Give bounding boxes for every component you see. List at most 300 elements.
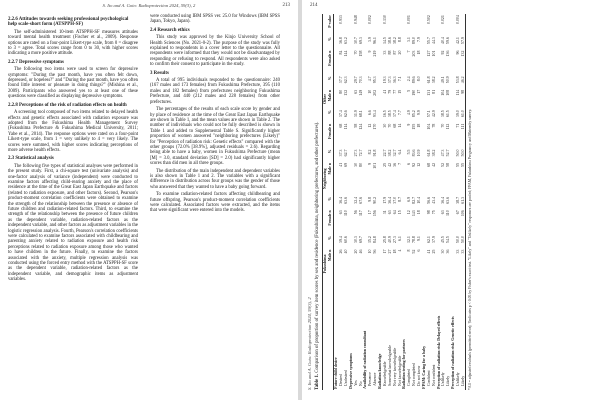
table-cell: 42 — [431, 162, 436, 167]
table-cell: 54.5 — [446, 236, 451, 243]
table-cell: 80 — [339, 89, 344, 94]
table-cell: 112 — [446, 123, 451, 130]
table-cell: 68 — [392, 123, 397, 128]
table-cell: 2.4 — [407, 76, 412, 82]
table-cell: 8.2 — [368, 149, 373, 155]
table-cell: 52.7 — [446, 149, 451, 157]
table-cell: 63 — [441, 210, 446, 215]
table-cell: 6.4 — [397, 149, 402, 155]
table-cell: 46 — [358, 249, 363, 254]
table-row — [461, 14, 466, 390]
table-cell: 84.8 — [373, 236, 378, 243]
running-head: S. Ito and A. Goto: Radioprotection 2024, 59(3), 2 — [102, 3, 196, 8]
table-cell: 92 — [412, 162, 417, 167]
table-cell: 10.9 — [417, 149, 422, 157]
table-cell: 32.4 — [353, 196, 358, 204]
table-cell: 202 — [373, 89, 378, 96]
table-cell: 37.0 — [392, 196, 397, 204]
paragraph: The following five types of statistical analyses were performed in the present study. First, a chi-square test (univariate analysis) and one-factor analysis of variance (independent) were conducted to examine factors affecting child-rearing anxiety and the place of residence at the time of the Great East Japan Earthquake and factors (related to radiation exposure, and other factors). Second, Pearson's product-moment correlation coefficients were obtained to examine the strength of the relationship between the presence or absence of future children and radiation-related factors. Third, to examine the strength of the relationship between the presence of future children as the dependent variable, radiation-related factors as the independent variable, and other factors as adjustment variables in the logistic regression analysis. Fourth, Pearson's correlation coefficients were calculated to examine factors associated with childbearing and parenting anxiety related to radiation exposure and health risk perceptions related to radiation exposure among those who wanted to have children in the future. Finally, to examine the factors associated with the anxiety, multiple regression analysis was conducted using the forced entry method with the ATSPPH-SF score as the dependent variable, radiation-related factors as the independent variable, and demographic items as adjustment variables. — [8, 163, 138, 283]
left-page — [0, 0, 298, 400]
row-label: Not very knowledgeable — [392, 347, 397, 386]
table-cell: 3.1 — [407, 37, 412, 43]
table-cell: 55 — [461, 162, 466, 196]
table-cell: 70.3 — [358, 76, 363, 84]
table-cell: 15.2 — [368, 236, 373, 243]
table-cell: 82.7 — [412, 196, 417, 204]
table-cell: 6 — [407, 162, 412, 165]
column-header: % — [328, 75, 333, 88]
table-cell: 40 — [343, 249, 348, 254]
table-cell: 29.7 — [353, 76, 358, 84]
table-cell: 38.2 — [431, 149, 436, 157]
column-header: Female n — [328, 209, 333, 235]
table-cell: 38.2 — [431, 76, 436, 84]
table-cell: 190 — [412, 89, 417, 96]
table-cell: 12.1 — [407, 236, 412, 243]
table-cell: 6.1 — [397, 236, 402, 241]
table-cell: 38.5 — [387, 110, 392, 118]
table-cell: 64 — [392, 210, 397, 215]
table-footnote: *All = adjusted residuals (permitted error); †Indicates p < 0.05 by Fisher's exact test. "Likely" and "Unlikely" responses are pooled; FPAM, Fukushima Pregnancy and Maternity survey. — [468, 108, 473, 390]
table-cell: 36.8 — [339, 37, 344, 44]
table-cell: 132 — [343, 89, 348, 96]
table-cell: 0.502 — [426, 15, 431, 24]
table-cell: 110 — [446, 210, 451, 217]
table-cell: 10 — [368, 89, 373, 94]
table-cell: 16.5 — [382, 110, 387, 118]
table-cell: 61.3 — [461, 196, 466, 209]
table-cell: 95.3 — [373, 76, 378, 84]
table-cell: 93.4 — [373, 110, 378, 118]
table-cell: 63 — [339, 210, 344, 215]
table-cell: 4 — [397, 249, 402, 252]
table-cell: 20 — [353, 249, 358, 254]
table-cell: 203 — [412, 50, 417, 57]
section-heading: 2.2.6 Attitudes towards seeking professional psychological help scale-short form (ATSPPH-SF) — [8, 17, 129, 28]
table-cell: 7 — [407, 50, 412, 53]
table-cell: 89.0 — [412, 37, 417, 44]
table-cell: 98 — [461, 89, 466, 109]
table-cell: 55.7 — [426, 37, 431, 44]
table-cell: 39.4 — [339, 236, 344, 243]
table-cell: 50.0 — [461, 235, 466, 248]
table-cell: 8 — [407, 249, 412, 252]
table-cell: 158 — [358, 50, 363, 57]
table-cell: 40.4 — [441, 37, 446, 44]
section-heading: 2.2.7 Depressive symptoms — [8, 59, 64, 65]
table-cell: 72.7 — [358, 149, 363, 157]
table-cell: 27 — [387, 249, 392, 254]
table-cell: 6 — [417, 249, 422, 252]
table-cell: 8.8 — [397, 37, 402, 43]
table-cell: 15 — [397, 210, 402, 215]
row-label: No — [358, 381, 363, 386]
table-cell: 10 — [368, 249, 373, 254]
table-cell: 96.1 — [373, 37, 378, 44]
table-cell: 50.9 — [446, 76, 451, 84]
row-label: Presence — [368, 372, 373, 386]
table-cell: 50.0 — [461, 148, 466, 161]
table-cell: 36.4 — [441, 196, 446, 204]
running-head: S. Ito and A. Goto: Radioprotection 2024, 59(3), 2 — [307, 297, 312, 390]
table-cell: 59.6 — [446, 37, 451, 44]
row-label: Availability of radiation consultant — [363, 330, 368, 389]
table-cell: 114 — [456, 89, 461, 96]
table-cell: 47.3 — [441, 149, 446, 157]
section-heading: 2.3 Statistical analysis — [8, 156, 54, 162]
table-cell: 84 — [339, 50, 344, 55]
table-cell: 8.7 — [397, 196, 402, 202]
table-cell: 25.8 — [382, 236, 387, 243]
table-cell: 61.8 — [426, 76, 431, 84]
table-cell: 10.4 — [417, 196, 422, 204]
table-cell: 37.3 — [387, 76, 392, 84]
table-cell: 44.3 — [431, 37, 436, 44]
table-cell: 32.7 — [392, 149, 397, 157]
paragraph: A total of 995 individuals responded to the questionnaire: 240 (167 males and 173 females) from Fukushima Prefecture, 395 (110 males and 182 females) from prefectures neighboring Fukushima Prefecture, and 440 (212 males and 228 females) from other prefectures. — [150, 78, 280, 105]
row-label: Unlikely — [441, 372, 446, 386]
table-cell: 12 — [417, 162, 422, 167]
table-cell: 62.6 — [343, 110, 348, 118]
table-cell: 67 — [456, 210, 461, 215]
paragraph: The percentages of the results of each scale score by gender and by place of residence at the time of the Great East Japan Earthquake are shown in Table 1, and the mean values are shown in Table 2. The number of individuals who could not be fully described is shown in Table 1 and added to Supplemental Table S. Significantly higher proportion of women answered "neighboring prefectures (Likely)" for "Perception of radiation risk: Genetic effects" compared with the other groups (72.0% [38.9%], adjusted residuals = 2.6). Regarding being able to have a baby, women in Fukushima Prefecture (mean [M] = 3.0, standard deviation [SD] = 2.0) had significantly higher scores than did men in all three groups. — [150, 107, 280, 167]
table-cell: 37.7 — [339, 76, 344, 84]
paragraph: were conducted using IBM SPSS ver. 25.0 for Windows (IBM SPSS Japan, Tokyo, Japan). — [150, 14, 280, 25]
table-cell: 50.0 — [456, 149, 461, 157]
table-cell: 149 — [358, 89, 363, 96]
table-cell: 69.7 — [358, 236, 363, 243]
table-cell: 15 — [397, 89, 402, 94]
table-caption — [313, 10, 322, 394]
table-cell: 106 — [461, 209, 466, 235]
table-cell: 155 — [412, 123, 417, 130]
table-cell: 3.9 — [368, 37, 373, 43]
group-header-cell: Other — [323, 89, 328, 109]
table-cell: 110 — [343, 210, 348, 217]
table-cell: 41 — [339, 162, 344, 167]
table-cell: 33 — [382, 50, 387, 55]
table-cell: 30.7 — [353, 37, 358, 44]
table-cell: 37.9 — [431, 236, 436, 243]
row-label: Unlikely — [456, 372, 461, 386]
table-cell: 17 — [417, 89, 422, 94]
row-label: Not completed — [412, 362, 417, 386]
table-cell: 33 — [461, 248, 466, 279]
table-cell: 36.4 — [339, 196, 344, 204]
table-cell: 58 — [353, 123, 358, 128]
row-label: Absence — [373, 372, 378, 386]
table-cell: 37.3 — [339, 149, 344, 157]
table-cell: 63.2 — [343, 37, 348, 44]
row-label: Depressive symptoms — [348, 353, 353, 389]
row-label: Likely — [461, 279, 466, 390]
table-cell: 49.1 — [441, 76, 446, 84]
table-cell: 17 — [382, 249, 387, 254]
table-cell: 92 — [441, 50, 446, 55]
table-cell: 91.8 — [373, 149, 378, 157]
table-cell: 27.3 — [392, 236, 397, 243]
table-cell: 67.6 — [358, 196, 363, 204]
table-cell: 61.5 — [446, 110, 451, 118]
table-cell: 37.4 — [392, 110, 397, 118]
table-cell: 62.1 — [426, 236, 431, 243]
table-cell: 219 — [373, 50, 378, 57]
table-cell: 61.8 — [426, 149, 431, 157]
table-cell: 78 — [431, 123, 436, 128]
table-cell: 63 — [387, 210, 392, 215]
paragraph: To examine radiation-related factors affecting childbearing and future offspring, Pearson's product-moment correlation coefficients were calculated. Associated factors were extracted, and the items that were significant were entered into the models. — [150, 192, 280, 214]
table-cell: 69 — [343, 162, 348, 167]
table-cell: 52 — [412, 249, 417, 254]
table-cell: 4.7 — [368, 76, 373, 82]
table-cell: 4.9 — [407, 110, 412, 116]
table-cell: 45.5 — [441, 236, 446, 243]
table-cell: 36.3 — [392, 76, 397, 84]
table-cell: 27.3 — [353, 149, 358, 157]
table-cell: 17.9 — [382, 196, 387, 204]
table-cell: 58 — [446, 162, 451, 167]
table-cell: 90.2 — [373, 196, 378, 204]
row-label: Completed — [407, 368, 412, 386]
table-cell — [461, 14, 466, 36]
table-cell: 63 — [353, 89, 358, 94]
table-cell: 78.8 — [412, 236, 417, 243]
paragraph: The distribution of the main independent and dependent variables is also shown in Table 1 and 2. The variables with a significant difference in distribution across four groups was the gender of those who answered that they wanted to have a baby going forward. — [150, 168, 280, 190]
table-cell: 63.6 — [446, 196, 451, 204]
table-cell: 36 — [446, 249, 451, 254]
table-cell: 114 — [343, 123, 348, 130]
row-label: Not knowledgeable — [397, 355, 402, 386]
table-cell: 68 — [426, 162, 431, 167]
table-cell: 56.6 — [426, 196, 431, 204]
row-label: Undesired — [343, 370, 348, 386]
table-cell: 55 — [456, 162, 461, 167]
row-label: Perception of radiation risk: Genetic effects — [451, 316, 456, 389]
row-label: Knowledgeable — [382, 361, 387, 386]
table-cell: 8.0 — [417, 76, 422, 82]
table-cell: 70 — [353, 50, 358, 55]
group-header-cell: Neighboring — [323, 162, 328, 196]
table-cell: 0.002 — [368, 15, 373, 24]
results-table — [322, 14, 466, 390]
table-cell: 143 — [412, 210, 417, 217]
table-caption-text: Comparison of proportion of survey item scores by sex and residence (Fukushima, neighboring prefectures, and other prefectures). — [315, 121, 320, 373]
table-cell: 9.1 — [417, 236, 422, 241]
section-heading: 3 Results — [150, 70, 169, 76]
page-number: 213 — [282, 3, 290, 8]
table-cell: 14 — [397, 123, 402, 128]
table-cell: 25 — [431, 249, 436, 254]
table-cell: 6.9 — [407, 196, 412, 202]
table-cell: 85.2 — [412, 110, 417, 118]
table-cell: 43.4 — [431, 196, 436, 204]
table-cell: 7.7 — [397, 110, 402, 116]
table-cell: 26 — [339, 249, 344, 254]
table-cell: 79 — [387, 89, 392, 94]
table-cell: 7 — [397, 162, 402, 165]
table-cell: 38.5 — [441, 110, 446, 118]
table-cell: 56 — [353, 210, 358, 215]
section-heading: 2.4 Research ethics — [150, 27, 190, 33]
table-cell: 52 — [441, 162, 446, 167]
table-cell: 71 — [456, 123, 461, 128]
page-number: 214 — [310, 3, 318, 8]
table-cell: 81 — [431, 89, 436, 94]
table-cell: 61.0 — [461, 109, 466, 122]
row-label: Future child desire — [334, 357, 339, 389]
table-cell: 38.2 — [392, 37, 397, 44]
column-header: % — [328, 36, 333, 49]
table-cell: 5.5 — [407, 149, 412, 155]
table-cell: 53.8 — [456, 76, 461, 84]
table-cell: 0.948 — [353, 15, 358, 24]
table-cell: 36.4 — [387, 196, 392, 204]
table-cell: 20 — [397, 50, 402, 55]
table-cell: 6.6 — [368, 110, 373, 116]
table-cell: 9.9 — [417, 110, 422, 116]
table-cell: 98 — [426, 210, 431, 215]
table-cell: 38.7 — [456, 196, 461, 204]
table-cell: 60.6 — [343, 236, 348, 243]
column-header: % — [328, 148, 333, 161]
table-cell: 18 — [417, 50, 422, 55]
table-cell: 70 — [441, 123, 446, 128]
table-cell: 31.9 — [353, 110, 358, 118]
table-cell: 0.004 — [456, 15, 461, 24]
table-cell: 36 — [392, 162, 397, 167]
table-cell: 132 — [461, 49, 466, 75]
table-cell: 41 — [382, 89, 387, 94]
column-header: % — [328, 196, 333, 209]
table-cell: 30 — [441, 249, 446, 254]
row-label: Desired — [339, 373, 344, 386]
row-label: Perception of radiation risk: Delayed effects — [436, 315, 441, 389]
paragraph: The self-administered 10-item ATSPPH-SF measures attitudes toward mental health treatment (Fischer et al., 2009). Response options are rated on a four-point Likert-type scale, from 0 = disagree to 3 = agree. Total scores range from 0 to 30, with higher scores indicating a more positive attitude. — [8, 29, 138, 57]
column-header: Female n — [328, 123, 333, 149]
column-header: P-value — [328, 14, 333, 36]
table-cell: 18 — [417, 123, 422, 128]
row-label: Yes — [353, 380, 358, 386]
column-header: Male n — [328, 89, 333, 109]
table-cell: 75 — [431, 210, 436, 215]
table-cell: 25 — [382, 162, 387, 167]
table-cell: 9 — [368, 50, 373, 53]
table-cell: 63.6 — [343, 196, 348, 204]
table-cell: 0.933 — [339, 15, 344, 24]
table-cell: 39.0 — [456, 110, 461, 118]
row-label: Not confident — [431, 364, 436, 386]
table-cell: 170 — [373, 123, 378, 130]
table-cell: 30 — [353, 162, 358, 167]
table-cell: 89.6 — [412, 76, 417, 84]
table-cell: 0.130 — [382, 15, 387, 24]
table-cell: 111 — [461, 123, 466, 149]
column-header: % — [328, 109, 333, 122]
table-cell: 42.1 — [456, 37, 461, 44]
table-cell: 62.3 — [343, 76, 348, 84]
row-label: Somewhat knowledgeable — [387, 345, 392, 386]
row-label: Radiation knowledge — [378, 353, 383, 389]
table-cell: 70 — [387, 123, 392, 128]
table-cell: 108 — [446, 89, 451, 96]
paragraph: This study was approved by the Kinjo University School of Health Sciences (No. 2021-0-2). The purpose of the study was fully explained to respondents in a cover letter to the questionnaire. All respondents were informed that they would not be disadvantaged by responding or refusing to respond. All respondents were also asked to confirm their consent to participate in the study. — [150, 35, 280, 68]
table-cell: 101 — [373, 162, 378, 169]
table-cell: 18 — [417, 210, 422, 215]
table-cell: 56 — [373, 249, 378, 254]
table-cell: 0.021 — [441, 15, 446, 24]
table-cell: 42.9 — [431, 110, 436, 118]
table-cell: 40.9 — [387, 236, 392, 243]
row-label: Likely — [446, 375, 451, 386]
paragraph: A screening tool composed of two items related to delayed health effects and genetic effects associated with radiation exposure was adopted from the Fukushima Health Management Survey (Fukushima Prefecture & Fukushima Medical University, 2011; Yabe et al., 2014). The response options were rated on a four-point Likert-type scale, from 1 = very unlikely to 4 = very likely. The scores were summed, with higher scores indicating perceptions of more adverse health effects. — [8, 110, 138, 153]
column-header: Female n — [328, 49, 333, 75]
table-cell: 101 — [431, 50, 436, 57]
table-cell: 17 — [368, 210, 373, 215]
table-cell: 22.7 — [382, 149, 387, 157]
row-label: FPAM: Caring for a baby — [421, 345, 426, 389]
table-cell: 87 — [392, 50, 397, 55]
table-cell: 14.5 — [382, 37, 387, 44]
table-cell: 5 — [407, 89, 412, 92]
group-header-cell: Fukushima — [323, 248, 328, 279]
table-cell: 9.8 — [368, 196, 373, 202]
row-label: Radiation testing for partners — [402, 339, 407, 389]
table-cell: 80 — [358, 162, 363, 167]
table-cell: 31 — [382, 210, 387, 215]
table-cell: 41 — [426, 249, 431, 254]
table-cell: 117 — [358, 210, 363, 217]
column-header: Male n — [328, 162, 333, 196]
table-cell: 33 — [456, 249, 461, 254]
table-cell: 38.2 — [387, 149, 392, 157]
left-column — [8, 14, 138, 285]
right-column — [150, 14, 280, 216]
table-cell: 144 — [343, 50, 348, 57]
table-cell: 96 — [456, 50, 461, 55]
right-page — [302, 0, 600, 400]
table-cell: 104 — [441, 89, 446, 96]
table-cell: 156 — [373, 210, 378, 217]
table-cell: 19.3 — [382, 76, 387, 84]
table-cell: 37.4 — [339, 110, 344, 118]
table-cell: 7.9 — [417, 37, 422, 43]
table-cell: 42 — [387, 162, 392, 167]
table-cell: 83.6 — [412, 149, 417, 157]
table-cell: 18 — [392, 249, 397, 254]
table-cell: 9 — [407, 123, 412, 126]
table-cell: 88 — [387, 50, 392, 55]
table-cell: 104 — [426, 123, 431, 130]
table-cell: 7.1 — [397, 76, 402, 82]
paragraph: The following two items were used to screen for depressive symptoms: "During the past month, have you often felt down, depressed, or hopeless?" and "During the past month, have you often found little interest or pleasure in doing things?" (Mishina et al., 2009). Participants who answered yes to at least one of these questions were classified as displaying depressive symptoms. — [8, 67, 138, 100]
table-cell: 12 — [407, 210, 412, 215]
table-cell: 30 — [382, 123, 387, 128]
table-cell: 46.2 — [461, 75, 466, 88]
table-cell: 62.7 — [343, 149, 348, 157]
table-cell: 131 — [426, 89, 431, 96]
table-caption-label: Table 1. — [315, 373, 320, 390]
table-cell: 0.001 — [407, 15, 412, 24]
table-cell: 68 — [339, 123, 344, 128]
table-cell: 69.3 — [358, 37, 363, 44]
table-cell: 127 — [426, 50, 431, 57]
column-header: Male n — [328, 248, 333, 279]
rotated-table-area — [306, 10, 596, 394]
table-cell: 136 — [446, 50, 451, 57]
table-cell: 77 — [392, 89, 397, 94]
row-label: Do not know — [417, 365, 422, 386]
table-cell: 30.3 — [353, 236, 358, 243]
